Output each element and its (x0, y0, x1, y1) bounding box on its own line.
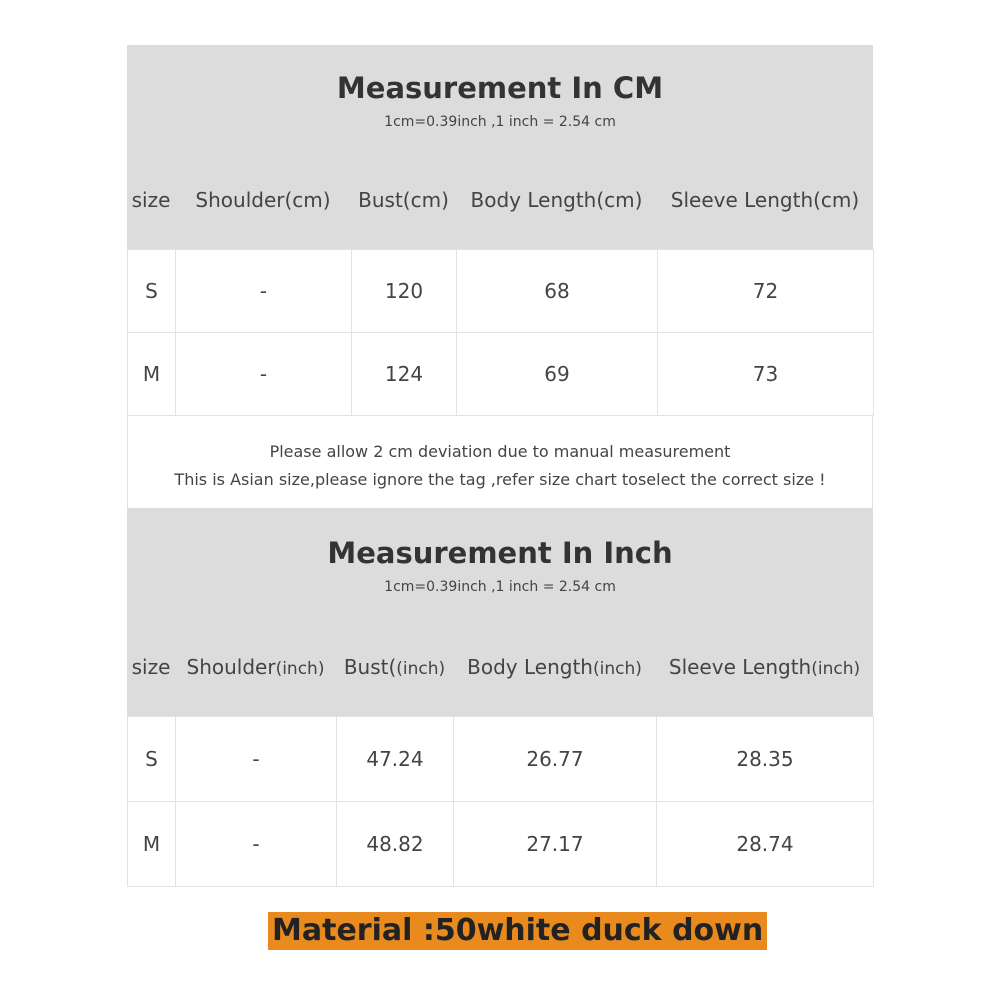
inch-title: Measurement In Inch (327, 536, 673, 570)
inch-header-body-length-label: Body Length (467, 655, 593, 679)
cm-cell-bust: 124 (352, 333, 457, 416)
inch-header-sleeve-length-unit: (inch) (811, 659, 861, 679)
cm-cell-sleeve-length: 72 (658, 250, 874, 333)
inch-section-header (127, 508, 873, 716)
cm-cell-size: M (128, 333, 176, 416)
table-row (128, 802, 874, 887)
inch-cell-shoulder: - (176, 802, 337, 887)
inch-header-bust-unit: (inch) (396, 659, 446, 679)
inch-table (127, 716, 874, 887)
inch-header-body-length (453, 655, 656, 679)
deviation-note: Please allow 2 cm deviation due to manual measurement (269, 442, 731, 461)
size-notes (127, 416, 873, 508)
asian-size-note: This is Asian size,please ignore the tag ,refer size chart toselect the correct size ! (174, 470, 826, 489)
cm-cell-shoulder: - (176, 250, 352, 333)
inch-cell-sleeve-length: 28.74 (657, 802, 874, 887)
inch-header-shoulder-unit: (inch) (275, 659, 325, 679)
cm-section-header (127, 45, 873, 249)
cm-header-sleeve-length: Sleeve Length(cm) (670, 188, 860, 212)
inch-cell-shoulder: - (176, 717, 337, 802)
inch-cell-body-length: 26.77 (454, 717, 657, 802)
size-chart (127, 45, 873, 887)
inch-header-shoulder (175, 655, 336, 679)
cm-header-size: size (131, 188, 171, 212)
cm-title: Measurement In CM (336, 71, 664, 105)
cm-header-body-length: Body Length(cm) (470, 188, 643, 212)
cm-conversion-note: 1cm=0.39inch ,1 inch = 2.54 cm (384, 114, 616, 130)
inch-header-sleeve-length (656, 655, 873, 679)
inch-conversion-note: 1cm=0.39inch ,1 inch = 2.54 cm (384, 579, 616, 595)
table-row (128, 717, 874, 802)
inch-cell-bust: 48.82 (337, 802, 454, 887)
cm-cell-body-length: 68 (457, 250, 658, 333)
cm-cell-size: S (128, 250, 176, 333)
inch-header-size (127, 655, 175, 679)
inch-header-bust-label: Bust( (343, 655, 397, 679)
inch-header-sleeve-length-label: Sleeve Length (668, 655, 812, 679)
inch-header-size-label: size (131, 655, 171, 679)
inch-header-shoulder-label: Shoulder (186, 655, 276, 679)
cm-header-shoulder: Shoulder(cm) (195, 188, 331, 212)
material-label: Material :50white duck down (268, 912, 767, 950)
inch-column-headers (127, 639, 873, 695)
cm-cell-bust: 120 (352, 250, 457, 333)
inch-cell-body-length: 27.17 (454, 802, 657, 887)
cm-cell-sleeve-length: 73 (658, 333, 874, 416)
table-row (128, 333, 874, 416)
cm-table (127, 249, 874, 416)
cm-column-headers (127, 172, 873, 228)
cm-cell-body-length: 69 (457, 333, 658, 416)
inch-header-body-length-unit: (inch) (592, 659, 642, 679)
inch-cell-bust: 47.24 (337, 717, 454, 802)
inch-cell-size: S (128, 717, 176, 802)
inch-header-bust (336, 655, 453, 679)
inch-cell-sleeve-length: 28.35 (657, 717, 874, 802)
cm-header-bust: Bust(cm) (358, 188, 449, 212)
cm-cell-shoulder: - (176, 333, 352, 416)
table-row (128, 250, 874, 333)
inch-cell-size: M (128, 802, 176, 887)
